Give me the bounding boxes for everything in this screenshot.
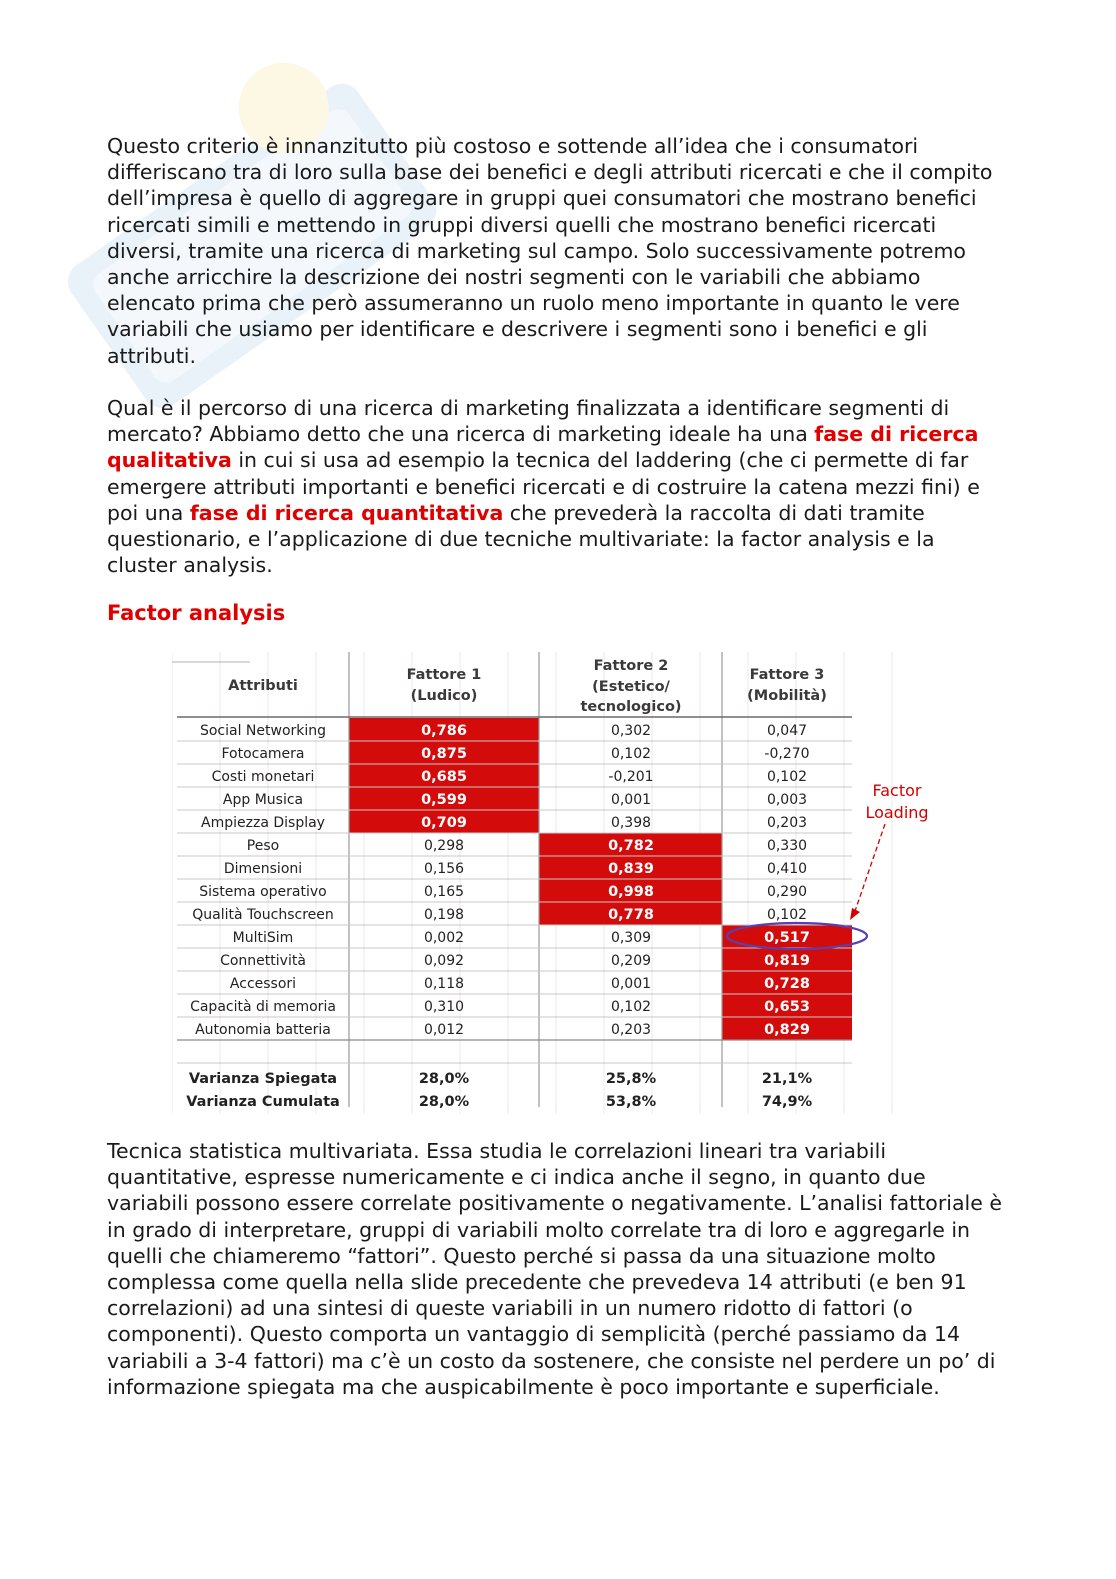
attribute-label: Costi monetari <box>211 769 315 785</box>
loading-value: 0,165 <box>423 884 465 900</box>
loading-value: 0,001 <box>610 792 652 808</box>
footer-value: 74,9% <box>761 1094 813 1110</box>
header-factor-title: Fattore 2 <box>593 658 669 674</box>
loading-value-high: 0,786 <box>421 723 467 739</box>
highlight-fase-qualitativa: fase di ricerca qualitativa <box>107 422 979 473</box>
loading-value-high: 0,709 <box>421 815 467 831</box>
loading-value: 0,203 <box>610 1022 652 1038</box>
loading-value: 0,001 <box>610 976 652 992</box>
highlight-fase-quantitativa: fase di ricerca quantitativa <box>189 500 504 525</box>
loading-value: 0,198 <box>423 907 465 923</box>
attribute-label: Qualità Touchscreen <box>192 907 334 923</box>
footer-value: 25,8% <box>605 1071 657 1087</box>
loading-value: -0,270 <box>764 746 810 762</box>
attribute-label: Peso <box>246 838 280 854</box>
attribute-label: MultiSim <box>232 930 294 946</box>
paragraph-tecnica-statistica: Tecnica statistica multivariata. Essa studia le correlazioni lineari tra variabili quantitative, espresse numericamente e ci indica anche il segno, in quanto due variabili possono essere correlate positivamente o negativamente. L’analisi fattoriale è in grado di interpretare, gruppi di variabili molto correlate tra di loro e aggregarle in quelli che chiameremo “fattori”. Questo perché si passa da una situazione molto complessa come quella nella slide precedente che prevedeva 14 attributi (e ben 91 correlazioni) ad una sintesi di queste variabili in un numero ridotto di fattori (o componenti). Questo comporta un vantaggio di semplicità (perché passiamo da 14 variabili a 3-4 fattori) ma c’è un costo da sostenere, che consiste nel perdere un po’ di informazione spiegata ma che auspicabilmente è poco importante e superficiale. <box>107 1139 1002 1399</box>
paragraph-text: che prevederà la raccolta di dati tramite questionario, e l’applicazione di due tecniche multivariate: la factor analysis e la cluster analysis. <box>107 500 935 578</box>
loading-value: 0,398 <box>610 815 652 831</box>
attribute-label: App Musica <box>222 792 304 808</box>
attribute-label: Sistema operativo <box>199 884 327 900</box>
loading-value-high: 0,839 <box>608 861 654 877</box>
loading-value-high: 0,517 <box>764 930 810 946</box>
loading-value: 0,330 <box>766 838 808 854</box>
footer-value: 28,0% <box>418 1071 470 1087</box>
attribute-label: Accessori <box>229 976 297 992</box>
attribute-label: Social Networking <box>199 723 327 739</box>
loading-value-high: 0,782 <box>608 838 654 854</box>
header-factor-name: (Estetico/ <box>592 679 670 695</box>
loading-value: 0,302 <box>610 723 652 739</box>
attribute-label: Capacità di memoria <box>190 999 336 1015</box>
annotation-arrow <box>854 824 885 914</box>
loading-value: 0,102 <box>610 746 652 762</box>
section-heading: Factor analysis <box>107 601 286 625</box>
annotation-arrow-head <box>850 908 860 920</box>
header-attributi: Attributi <box>228 678 298 694</box>
annotation-loading: Loading <box>865 803 929 822</box>
loading-value: 0,298 <box>423 838 465 854</box>
loading-value-high: 0,778 <box>608 907 654 923</box>
loading-value: 0,118 <box>423 976 465 992</box>
loading-value-high: 0,685 <box>421 769 467 785</box>
loading-value: 0,410 <box>766 861 808 877</box>
loading-value: 0,092 <box>423 953 465 969</box>
loading-value: 0,309 <box>610 930 652 946</box>
loading-value-high: 0,728 <box>764 976 810 992</box>
attribute-label: Fotocamera <box>221 746 305 762</box>
loading-value: 0,002 <box>423 930 465 946</box>
attribute-label: Ampiezza Display <box>201 815 325 831</box>
loading-value: 0,102 <box>766 769 808 785</box>
header-factor-name: (Ludico) <box>410 688 478 704</box>
loading-value: 0,047 <box>766 723 808 739</box>
header-factor-name: (Mobilità) <box>747 688 827 704</box>
loading-value: 0,012 <box>423 1022 465 1038</box>
header-factor-name-cont: tecnologico) <box>580 699 682 715</box>
loading-value: 0,203 <box>766 815 808 831</box>
loading-value: 0,310 <box>423 999 465 1015</box>
loading-value: 0,290 <box>766 884 808 900</box>
loading-value-high: 0,819 <box>764 953 810 969</box>
footer-value: 21,1% <box>761 1071 813 1087</box>
footer-label: Varianza Spiegata <box>188 1071 338 1087</box>
loading-value-high: 0,599 <box>421 792 467 808</box>
paragraph-text: Qual è il percorso di una ricerca di marketing finalizzata a identificare segmenti di mercato? Abbiamo detto che una ricerca di marketing ideale ha una <box>107 396 950 447</box>
loading-value-high: 0,998 <box>608 884 654 900</box>
paragraph-text: in cui si usa ad esempio la tecnica del laddering (che ci permette di far emergere attributi importanti e benefici ricercati e di costruire la catena mezzi fini) e poi una <box>107 448 980 525</box>
annotation-factor: Factor <box>872 781 922 800</box>
footer-value: 53,8% <box>605 1094 657 1110</box>
paragraph-percorso-ricerca <box>107 395 1007 578</box>
footer-label: Varianza Cumulata <box>186 1094 340 1110</box>
factor-loading-table-figure <box>172 652 937 1114</box>
loading-value-high: 0,653 <box>764 999 810 1015</box>
paragraph-criterio: Questo criterio è innanzitutto più costoso e sottende all’idea che i consumatori differiscano tra di loro sulla base dei benefici e degli attributi ricercati e che il compito dell’impresa è quello di aggregare in gruppi quei consumatori che mostrano benefici ricercati simili e mettendo in gruppi diversi quelli che mostrano benefici ricercati diversi, tramite una ricerca di marketing sul campo. Solo successivamente potremo anche arricchire la descrizione dei nostri segmenti con le variabili che abbiamo elencato prima che però assumeranno un ruolo meno importante in quanto le vere variabili che usiamo per identificare e descrivere i segmenti sono i benefici e gli attributi. <box>107 134 993 368</box>
factor-loading-table <box>172 652 937 1114</box>
footer-value: 28,0% <box>418 1094 470 1110</box>
loading-value: 0,102 <box>610 999 652 1015</box>
loading-value: 0,003 <box>766 792 808 808</box>
attribute-label: Connettività <box>220 953 306 969</box>
header-factor-title: Fattore 1 <box>406 667 482 683</box>
loading-value-high: 0,829 <box>764 1022 810 1038</box>
loading-value-high: 0,875 <box>421 746 467 762</box>
attribute-label: Autonomia batteria <box>195 1022 331 1038</box>
loading-value: 0,209 <box>610 953 652 969</box>
attribute-label: Dimensioni <box>223 861 303 877</box>
header-factor-title: Fattore 3 <box>749 667 825 683</box>
loading-value: -0,201 <box>608 769 654 785</box>
loading-value: 0,156 <box>423 861 465 877</box>
loading-value: 0,102 <box>766 907 808 923</box>
